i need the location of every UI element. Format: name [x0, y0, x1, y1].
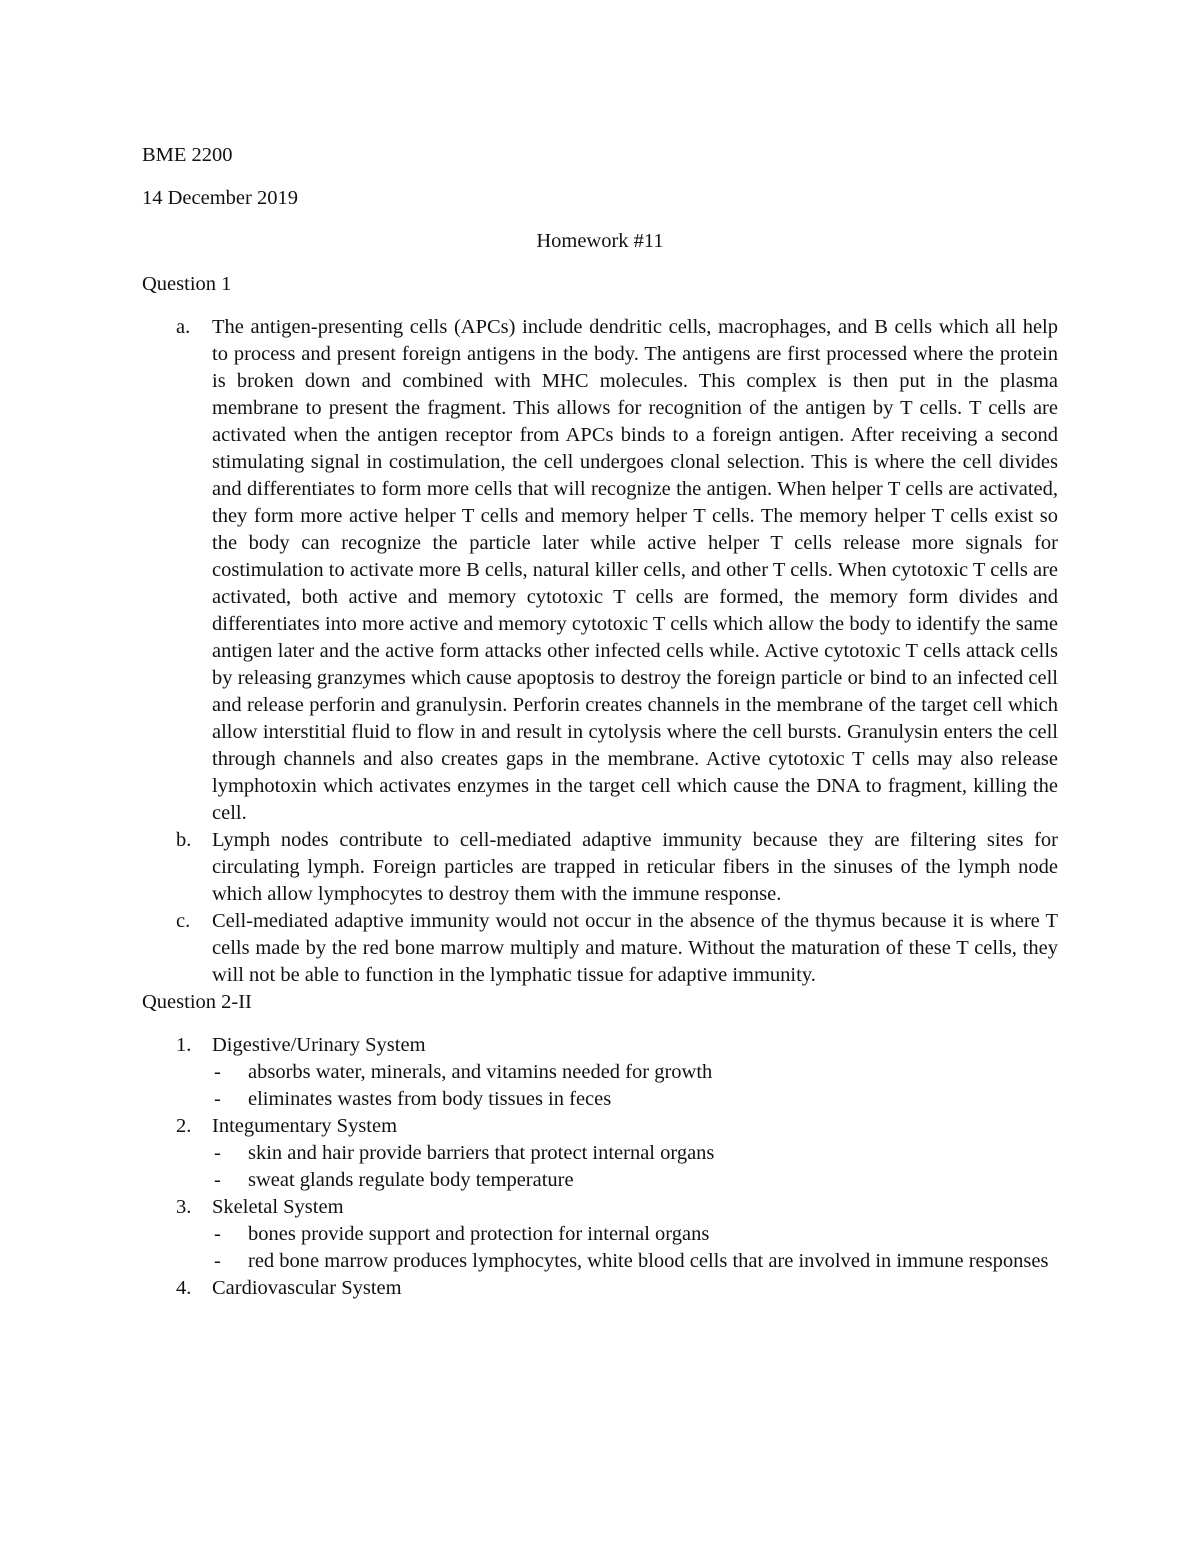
bullet-text: bones provide support and protection for internal organs [248, 1223, 710, 1245]
answer-text: Lymph nodes contribute to cell-mediated adaptive immunity because they are filtering sites for circulating lymph. Foreign particles are trapped in reticular fibers in the sinuses of the lymph node which allow lymphocytes to destroy them with the immune response. [212, 829, 1058, 905]
answer-marker: a. [176, 316, 191, 338]
system-marker: 2. [176, 1115, 192, 1137]
question-1-heading: Question 1 [142, 273, 232, 295]
answer-item-a [142, 314, 1058, 827]
answer-text: The antigen-presenting cells (APCs) include dendritic cells, macrophages, and B cells which all help to process and present foreign antigens in the body. The antigens are first processed where the protein is broken down and combined with MHC molecules. This complex is then put in the plasma membrane to present the fragment. This allows for recognition of the antigen by T cells. T cells are activated when the antigen receptor from APCs binds to a foreign antigen. After receiving a second stimulating signal in costimulation, the cell undergoes clonal selection. This is where the cell divides and differentiates to form more cells that will recognize the antigen. When helper T cells are activated, they form more active helper T cells and memory helper T cells. The memory helper T cells exist so the body can recognize the particle later while active helper T cells release more signals for costimulation to activate more B cells, natural killer cells, and other T cells. When cytotoxic T cells are activated, both active and memory cytotoxic T cells are formed, the memory form divides and differentiates into more active and memory cytotoxic T cells which allow the body to identify the same antigen later and the active form attacks other infected cells while. Active cytotoxic T cells attack cells by releasing granzymes which cause apoptosis to destroy the foreign particle or bind to an infected cell and release perforin and granulysin. Perforin creates channels in the membrane of the target cell which allow interstitial fluid to flow in and result in cytolysis where the cell bursts. Granulysin enters the cell through channels and also creates gaps in the membrane. Active cytotoxic T cells may also release lymphotoxin which activates enzymes in the target cell which cause the DNA to fragment, killing the cell. [212, 316, 1058, 824]
bullet-dash: - [214, 1223, 221, 1245]
bullet-dash: - [214, 1142, 221, 1164]
answer-marker: c. [176, 910, 191, 932]
system-name: Digestive/Urinary System [212, 1034, 426, 1056]
bullet-text: red bone marrow produces lymphocytes, white blood cells that are involved in immune responses [248, 1250, 1049, 1272]
answer-item-b [142, 827, 1058, 908]
bullet-text: eliminates wastes from body tissues in feces [248, 1088, 612, 1110]
system-name: Skeletal System [212, 1196, 344, 1218]
system-marker: 4. [176, 1277, 192, 1299]
page-title: Homework #11 [536, 230, 664, 252]
course-label: BME 2200 [142, 144, 233, 166]
answer-text: Cell-mediated adaptive immunity would not occur in the absence of the thymus because it is where T cells made by the red bone marrow multiply and mature. Without the maturation of these T cells, they will not be able to function in the lymphatic tissue for adaptive immunity. [212, 910, 1058, 986]
system-bullet [142, 1248, 1058, 1275]
system-bullet [142, 1140, 1058, 1167]
system-item [142, 1194, 1058, 1221]
bullet-dash: - [214, 1250, 221, 1272]
answer-item-c [142, 908, 1058, 989]
bullet-dash: - [214, 1169, 221, 1191]
answer-marker: b. [176, 829, 192, 851]
system-name: Cardiovascular System [212, 1277, 402, 1299]
question-2-heading: Question 2-II [142, 991, 252, 1013]
bullet-dash: - [214, 1088, 221, 1110]
bullet-text: skin and hair provide barriers that protect internal organs [248, 1142, 715, 1164]
bullet-text: absorbs water, minerals, and vitamins needed for growth [248, 1061, 713, 1083]
date-label: 14 December 2019 [142, 187, 298, 209]
system-marker: 1. [176, 1034, 192, 1056]
system-bullet [142, 1167, 1058, 1194]
system-bullet [142, 1059, 1058, 1086]
question-1-answers [142, 314, 1058, 989]
document-page [142, 142, 1058, 1302]
bullet-text: sweat glands regulate body temperature [248, 1169, 574, 1191]
system-item [142, 1032, 1058, 1059]
system-item [142, 1113, 1058, 1140]
system-bullet [142, 1221, 1058, 1248]
bullet-dash: - [214, 1061, 221, 1083]
system-name: Integumentary System [212, 1115, 398, 1137]
system-item [142, 1275, 1058, 1302]
body-systems-list [142, 1032, 1058, 1302]
system-marker: 3. [176, 1196, 192, 1218]
system-bullet [142, 1086, 1058, 1113]
